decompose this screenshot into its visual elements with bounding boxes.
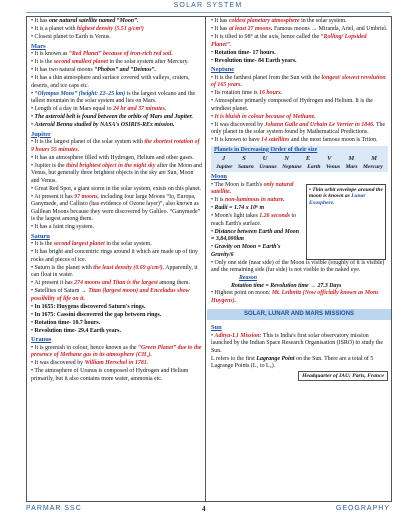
emphasis: third brightest object in the night sky: [66, 162, 156, 169]
text: • At present it has: [31, 193, 75, 200]
bullet-item: [31, 91, 202, 106]
bullet-item: [31, 360, 202, 368]
text: • It is greenish in colour, hence known as the: [31, 344, 139, 351]
text: is the largest volcano and the tallest mountain in the solar system and lies on Mars.: [31, 90, 196, 104]
text: L refers to the first: [211, 355, 257, 362]
sun-list: [211, 333, 388, 371]
planet-letter: M: [371, 155, 377, 162]
bullet-item: [31, 155, 202, 163]
text: • Its rotation time is: [211, 90, 260, 96]
bullet-item: [31, 186, 202, 194]
text: in the solar system.: [299, 18, 347, 24]
emphasis: Revolution time- 29.4 Earth years.: [34, 327, 121, 334]
emphasis: 24 hr and 37 minutes.: [113, 106, 167, 112]
bullet-item: [211, 90, 388, 98]
text: •: [211, 228, 215, 235]
bullet-item: [31, 139, 202, 154]
bullet-item: [31, 328, 202, 336]
planets-order-title: Planets in Decreasing Order of their size: [214, 146, 318, 153]
text: • Moon's light takes: [211, 213, 260, 219]
emphasis: coldest planetary atmosphere: [228, 18, 300, 24]
text: • It has an atmosphere filled with Hydrogen, Helium and other gases.: [31, 154, 194, 161]
planet-letters: [214, 154, 385, 164]
text: • At present it has: [31, 280, 75, 286]
text: •: [31, 327, 35, 334]
planet-name: Saturn: [237, 163, 254, 170]
text: •: [31, 319, 35, 326]
emphasis: Mt. Leibnitz (Now officially known as Mons Huygens).: [211, 290, 379, 304]
text: Famous moons → Miranda, Ariel, and Umbriel.: [272, 26, 388, 32]
bullet-item: [31, 345, 202, 360]
moon-list: [211, 182, 303, 260]
text: • It has a thin atmosphere and surface covered with valleys, craters, deserts, and ice caps etc.: [31, 75, 190, 89]
venus-block: [27, 17, 205, 385]
emphasis: second largest planet: [53, 241, 105, 247]
jupiter-list: [31, 139, 202, 232]
text: including four large Moons “Io, Europa, Ganymede, and Callisto (has evidence of Ozone layer)”, also known as Galilean Moons because they were discovered by Galileo. “Ganymede” is the largest among them.: [31, 193, 201, 222]
planet-name: Uranus: [259, 163, 277, 170]
emphasis: 14 satellites: [261, 137, 290, 143]
emphasis: 97 moons,: [74, 193, 100, 200]
emphasis: The asteroid belt is found between the orbits of Mars and Jupiter.: [34, 114, 193, 120]
text: This is India's first solar observatory mission launched by the Indian Space Research Organisation (ISRO) to study the Sun.: [211, 332, 383, 354]
moon-more-list: [211, 260, 388, 275]
lunar-exosphere-note: [306, 184, 386, 260]
text: •: [31, 303, 35, 310]
neptune-heading: Neptune: [211, 66, 235, 73]
emphasis: Lagrange Point: [256, 355, 295, 362]
planets-order-bar: [211, 146, 388, 173]
text: •: [31, 311, 35, 318]
emphasis: Titan (largest moon) and Enceladus show possibility of life on it.: [31, 288, 190, 302]
bullet-item: [211, 182, 303, 197]
mars-list: [31, 51, 202, 130]
uranus-cont-list: [211, 18, 388, 65]
text: • It is a planet with: [31, 26, 77, 32]
emphasis: second smallest planet: [53, 59, 109, 65]
bullet-item: [211, 197, 303, 205]
text: • It was discovered by: [31, 360, 85, 366]
bullet-item: [31, 249, 202, 264]
text: •: [31, 114, 35, 120]
text: • It is the farthest planet from the Sun with the: [211, 74, 322, 81]
emphasis: 1.26 seconds: [259, 213, 291, 219]
text: The only planet in the solar system found by Mathematical Predictions.: [211, 121, 386, 135]
footer-brand: PARMAR SSC: [26, 505, 82, 512]
planet-letter: V: [327, 155, 332, 162]
content-frame: [26, 16, 392, 502]
bullet-item: [31, 280, 202, 288]
neptune-list: [211, 75, 388, 145]
bullet-item: [31, 194, 202, 224]
page-number: 4: [202, 505, 207, 513]
bullet-item: [31, 288, 202, 303]
bullet-item: [31, 106, 202, 114]
header-rule: [26, 12, 390, 13]
text: on the Sun. There are a total of 5 Lagrange Points (L₁ to L₅).: [211, 355, 374, 369]
header-title: SOLAR SYSTEM: [173, 2, 243, 9]
text: •: [211, 49, 215, 56]
emphasis: William Herschel in 1781.: [84, 360, 149, 366]
emphasis: the shortest rotation of 9 hours 55 minutes.: [31, 139, 200, 153]
saturn-heading: Saturn: [31, 232, 50, 240]
bullet-item: [211, 137, 388, 145]
text: • It is the largest planet of the solar system with: [31, 139, 145, 145]
bullet-item: [211, 75, 388, 90]
emphasis: Rotation time- 17 hours.: [214, 49, 276, 56]
text: • Length of a day in Mars equal to: [31, 106, 114, 112]
bullet-item: [31, 51, 202, 59]
bullet-item: [31, 312, 202, 320]
planet-letter: J: [222, 155, 226, 162]
bullet-item: [31, 67, 202, 75]
bullet-item: [211, 26, 388, 34]
emphasis: Aditya-L1 Mission:: [214, 332, 262, 339]
text: • Great Red Spot, a giant storm in the solar system, exists on this planet.: [31, 185, 202, 192]
bullet-item: [31, 34, 202, 42]
missions-bar: SOLAR, LUNAR AND MARS MISSIONS: [207, 309, 391, 321]
emphasis: Rotation time- 10.7 hours.: [34, 319, 101, 326]
emphasis: Radii = 1.74 x 10⁶ m: [214, 205, 265, 211]
text: • Jupiter is the: [31, 162, 67, 169]
emphasis: It is bluish in colour because of Methane.: [214, 113, 316, 120]
text: • It has a faint ring system.: [31, 224, 95, 230]
uranus-list: [31, 345, 202, 384]
bullet-item: [211, 333, 388, 356]
text: • It was discovered by: [211, 121, 265, 128]
emphasis: 274 moons and Titan is the largest: [74, 280, 158, 286]
iau-hq-row: [211, 373, 388, 381]
sun-block: [207, 322, 391, 381]
bullet-item: [31, 26, 202, 34]
sun-heading: Sun: [211, 324, 222, 331]
emphasis: Johann Galle and Urbain Le Verrier in 1846.: [264, 121, 375, 128]
bullet-item: [211, 213, 303, 228]
planet-letter: N: [284, 155, 290, 162]
footer-subject: GEOGRAPHY: [335, 505, 390, 512]
text: • It is the: [31, 241, 54, 247]
planet-name: Mars: [345, 163, 358, 170]
emphasis: Asteroid Bennu studied by NASA's OSIRIS-REx mission.: [34, 122, 175, 128]
bullet-item: [31, 224, 202, 232]
iau-hq-box: Headquarter of IAU: Paris, France: [298, 371, 388, 381]
text: •: [211, 332, 215, 339]
emphasis: 16 hours.: [259, 90, 282, 96]
bullet-item: [31, 122, 202, 130]
emphasis: Distance between Earth and Moon = 3,84,000km: [211, 228, 299, 242]
bullet-item: [31, 163, 202, 186]
bullet-item: [31, 368, 202, 383]
bullet-item: [211, 114, 388, 122]
emphasis: Gravity on Moon = Earth's Gravity/6: [211, 244, 281, 258]
planet-name: Venus: [326, 163, 340, 170]
bullet-item: [211, 98, 388, 113]
bullet-item: [211, 260, 388, 275]
emphasis: only natural satellite.: [211, 181, 294, 195]
text: • It has: [211, 18, 229, 24]
highest-point: [211, 290, 388, 305]
bullet-item: [31, 75, 202, 90]
bullet-item: [31, 18, 202, 26]
planet-letter: S: [242, 155, 246, 162]
text: in the solar system.: [104, 241, 152, 247]
text: after the Moon and Venus, but generally three brightest objects in the sky are Sun, Moon and Venus.: [31, 162, 202, 184]
planet-letter: E: [305, 155, 311, 162]
text: • It has two natural moons: [31, 67, 95, 73]
uranus-neptune-block: [207, 17, 391, 307]
bullet-item: [211, 50, 388, 58]
text: • Satellites of Saturn →: [31, 288, 89, 294]
emphasis: “Rolling/ Lopsided Planet”.: [211, 34, 367, 48]
planet-name: Neptune: [282, 163, 302, 170]
emphasis: “Green Planet” due to the presence of Methane gas in its atmosphere (CH₄).: [31, 344, 202, 358]
text: Apparently, it can float in water.: [31, 264, 198, 278]
text: among them.: [157, 280, 190, 286]
emphasis: at least 27 moons.: [228, 26, 273, 32]
text: •: [31, 122, 35, 128]
planet-name: Mercury: [363, 163, 383, 170]
emphasis: In 1675: Cassini discovered the gap between rings.: [34, 311, 162, 318]
text: •: [211, 113, 215, 120]
uranus-heading: Uranus: [31, 336, 52, 343]
bullet-item: [31, 320, 202, 328]
planet-letter: M: [348, 155, 355, 162]
text: • It is known to have: [211, 137, 262, 143]
moon-heading: Moon: [211, 173, 227, 180]
note-text: • Thin orbit envelope around the moon is known as: [309, 186, 383, 200]
emphasis: non-luminous in nature.: [225, 197, 285, 203]
text: • Only one side (near side) of the Moon is visible (roughly of it is visible) and the remaining side (far side) is not visible to the naked eye.: [211, 259, 385, 273]
emphasis: “Olympus Mons” (height: 22–25 km): [34, 90, 126, 97]
text: •: [211, 205, 215, 211]
text: • It is tilted to 98° at the axis, hence called the: [211, 34, 321, 40]
text: • It is: [211, 197, 226, 203]
text: • Closest planet to Earth is Venus.: [31, 34, 111, 40]
text: •: [211, 244, 215, 250]
moon-section: [211, 182, 388, 260]
emphasis: “Phobos” and “Deimos”.: [94, 67, 156, 73]
text: • Saturn is the planet with: [31, 264, 94, 271]
mars-heading: Mars: [31, 42, 46, 50]
emphasis: one natural satellite named “Moon”.: [48, 18, 139, 24]
emphasis: highest density (5.51 g/cm³): [76, 26, 144, 32]
emphasis: longest/ slowest revolution of 165 years.: [211, 74, 386, 88]
text: • It has bright and concentric rings around it which are made up of tiny rocks and pieces of ice.: [31, 249, 198, 263]
right-column: [207, 17, 391, 501]
page-header: [0, 0, 416, 16]
text: to reach Earth's surface.: [211, 213, 297, 227]
venus-list: [31, 18, 202, 42]
planet-letter: U: [262, 155, 268, 162]
bullet-item: [31, 59, 202, 67]
text: • Highest point on moon:: [211, 290, 272, 296]
bullet-item: [211, 122, 388, 137]
reason-label: Reason: [239, 275, 258, 281]
bullet-item: [211, 18, 388, 26]
note-highlight: Lunar Exosphere.: [309, 193, 366, 207]
bullet-item: [211, 205, 303, 213]
text: •: [211, 57, 215, 64]
bullet-item: [211, 34, 388, 49]
bullet-item: [211, 290, 388, 305]
left-column: [27, 17, 206, 501]
emphasis: Revolution time- 84 Earth years.: [214, 57, 297, 64]
text: and the most famous moon is Triton.: [289, 137, 378, 143]
bullet-item: [31, 304, 202, 312]
saturn-list: [31, 241, 202, 335]
bullet-item: [211, 356, 388, 371]
text: • It is known as: [31, 51, 69, 57]
text: • It is the: [31, 59, 54, 65]
text: • It has: [31, 18, 49, 24]
bullet-item: [31, 265, 202, 280]
text: • The atmosphere of Uranus is composed of Hydrogen and Helium primarily, but it also contains more water, ammonia etc.: [31, 368, 189, 382]
text: • It has: [211, 26, 229, 32]
text: • Atmosphere primarily composed of Hydrogen and Helium. It is the windiest planet.: [211, 98, 373, 112]
bullet-item: [211, 58, 388, 66]
jupiter-heading: Jupiter: [31, 130, 51, 138]
bullet-item: [211, 229, 303, 244]
text: • The Moon is Earth's: [211, 181, 264, 188]
emphasis: the least density (0.69 g/cm³).: [93, 264, 165, 271]
planet-name: Jupiter: [216, 163, 233, 170]
text: in the solar system after Mercury.: [108, 59, 189, 65]
rotation-equation: Rotation time = Revolution time → 27.3 Days: [231, 282, 342, 289]
emphasis: In 1655: Huygens discovered Saturn's rings.: [34, 303, 146, 310]
bullet-item: [31, 241, 202, 249]
bullet-item: [211, 244, 303, 259]
emphasis: “Red Planet” because of iron-rich red soil.: [68, 51, 173, 57]
planet-name: Earth: [307, 163, 321, 170]
planet-names: [214, 164, 385, 172]
text: •: [31, 90, 35, 97]
bullet-item: [31, 114, 202, 122]
